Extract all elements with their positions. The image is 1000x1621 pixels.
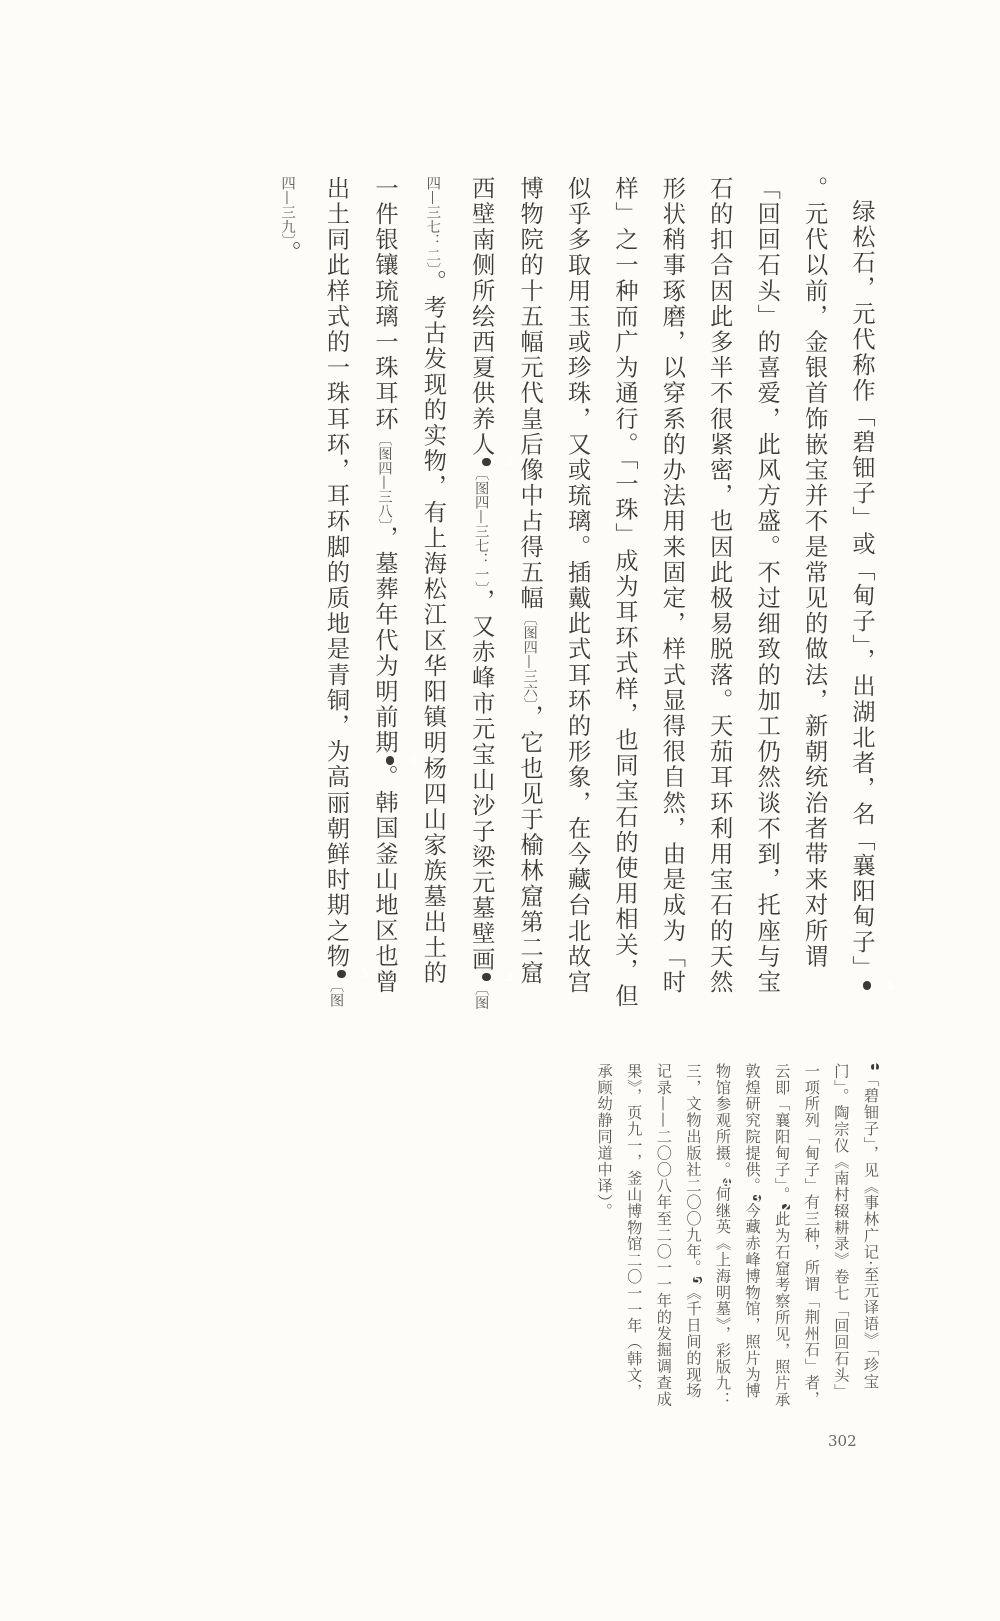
paragraph: [589, 1060, 885, 1409]
text-run: 何继英《上海明墓》，彩版九：三，文物出版社二〇〇九年。: [684, 1063, 733, 1409]
figure-reference: 〔图四—三七：一〕: [472, 466, 489, 589]
note-marker: 3: [482, 973, 491, 982]
note-marker: 1: [863, 981, 872, 990]
text-run: ，墓葬年代为明前期: [370, 525, 398, 756]
text-run: 「碧钿子」，见《事林广记·至元译语》「珍宝门」。陶宗仪《南村辍耕录》卷七「回回石头」一项所列「甸子」有三种，所谓「荆州石」者，云即「襄阳甸子」。: [773, 1063, 880, 1408]
note-marker: 2: [482, 458, 491, 467]
figure-reference: 〔图四—三八〕: [375, 432, 392, 526]
text-run: ，它也见于榆林窟第二窟西壁南侧所绘西夏供养人: [467, 176, 544, 987]
note-marker: 4: [722, 1174, 733, 1189]
note-marker: 5: [337, 970, 346, 979]
paragraph: [263, 176, 897, 1011]
text-run: 。考古发现的实物，有上海松江区华阳镇明杨四山家族墓出土的一件银镶琉璃一珠耳环: [370, 176, 447, 987]
text-run: 。: [274, 240, 302, 267]
text-run: ，又赤峰市元宝山沙子梁元墓壁画: [467, 588, 495, 973]
note-marker: 4: [386, 756, 395, 765]
text-run: 绿松石，元代称作「碧钿子」或「甸子」，出湖北者，名「襄阳甸子」: [848, 199, 875, 982]
text-run: 今藏赤峰博物馆，照片为博物馆参观所摄。: [714, 1063, 762, 1400]
figure-reference: 〔图四—三九〕: [279, 176, 344, 1008]
figure-reference: 〔图四—三六〕: [521, 611, 538, 705]
text-run: 《千日间的现场记录——二〇〇八年至二〇一一年的发掘调查成果》，页九一，釜山博物馆二〇一一年（韩文，承顾幼静同道中译）。: [595, 1063, 703, 1408]
text-run: 。元代以前，金银首饰嵌宝并不是常见的做法，新朝统治者带来对所谓「回回石头」的喜爱，此风方盛。不过细致的加工仍然谈不到，托座与宝石的扣合因此多半不很紧密，也因此极易脱落。天茄耳环利用宝石的天然形状稍事琢磨，以穿系的办法用来固定，样式显得很自然，由是成为「时样」之一种而广为通行。「一珠」成为耳环式样，也同宝石的使用相关，但似乎多取用玉或珍珠，又或琉璃。插戴此式耳环的形象，在今藏台北故宫博物院的十五幅元代皇后像中占得五幅: [516, 176, 828, 1010]
text-run: 此为石窟考察所见，照片承敦煌研究院提供。: [743, 1063, 792, 1409]
note-marker: 2: [782, 1200, 792, 1214]
note-marker: 1: [870, 1060, 881, 1074]
text-run: 。韩国釜山地区也曾出土同此样式的一珠耳环，耳环脚的质地是青铜，为高丽朝鲜时期之物: [322, 176, 398, 995]
figure-reference: 〔图四—三七：二〕: [424, 176, 489, 1010]
main-text: [270, 176, 897, 1011]
page-number: 302: [828, 1432, 857, 1450]
footnotes: [548, 1060, 885, 1409]
note-marker: 5: [693, 1273, 703, 1288]
note-marker: 3: [752, 1191, 762, 1206]
